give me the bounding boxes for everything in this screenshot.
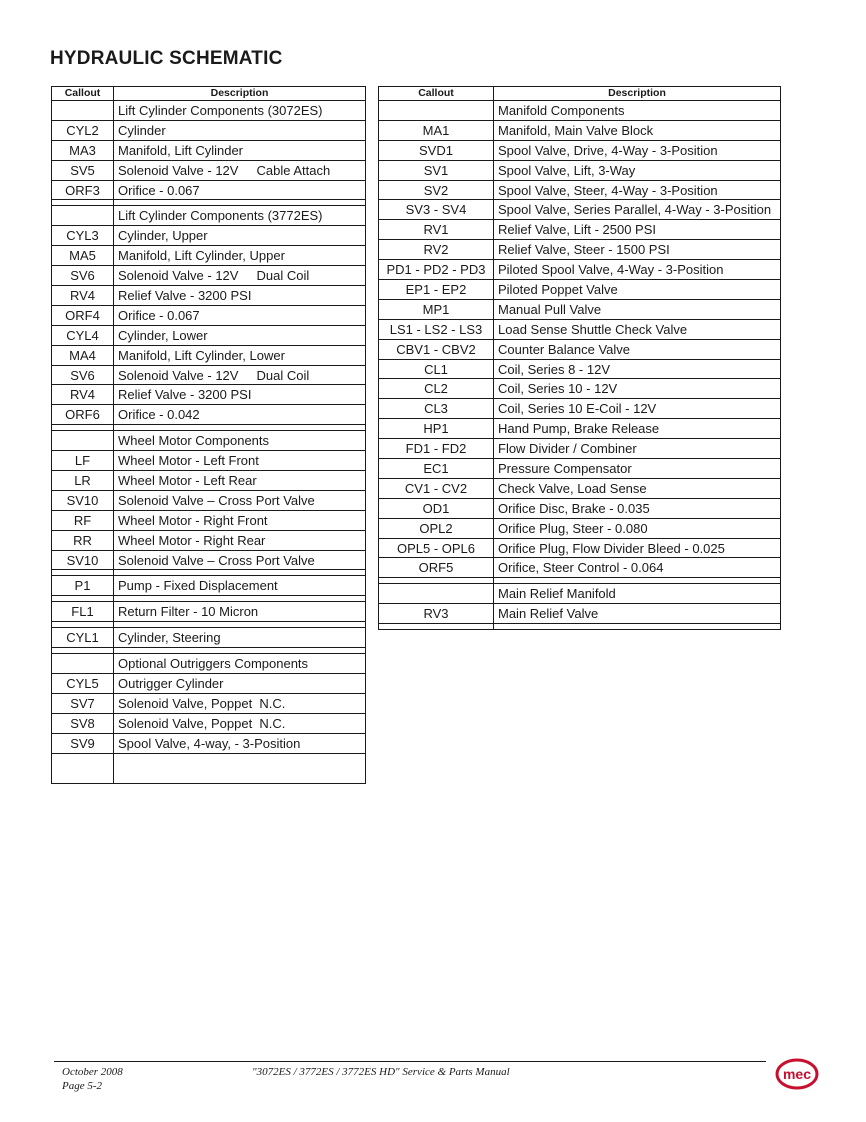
description-cell: Spool Valve, Series Parallel, 4-Way - 3-Position: [498, 202, 772, 218]
description-cell: Orifice, Steer Control - 0.064: [498, 560, 664, 576]
table-row: [52, 141, 365, 161]
right-callout-table: [378, 86, 781, 630]
description-cell: Main Relief Manifold: [498, 586, 616, 602]
description-cell: Spool Valve, Lift, 3-Way: [498, 162, 636, 178]
callout-cell: CL1: [424, 361, 448, 377]
footer-divider: [54, 1061, 766, 1062]
callout-cell: MA5: [69, 248, 96, 264]
table-row: [52, 602, 365, 622]
description-cell: Pump - Fixed Displacement: [118, 578, 278, 594]
left-callout-table: [51, 86, 366, 784]
description-cell: Relief Valve, Steer - 1500 PSI: [498, 242, 670, 258]
callout-cell: ORF4: [65, 307, 100, 323]
mec-logo: [775, 1058, 819, 1090]
table-row: [379, 280, 780, 300]
callout-cell: ORF6: [65, 407, 100, 423]
header-callout: Callout: [64, 87, 101, 99]
table-row: [52, 266, 365, 286]
table-row: [52, 734, 365, 754]
footer-date: October 2008: [62, 1066, 123, 1078]
description-cell: Solenoid Valve, Poppet N.C.: [118, 715, 286, 731]
table-row: [379, 260, 780, 280]
table-row: [52, 714, 365, 734]
description-cell: Wheel Motor - Right Front: [118, 512, 268, 528]
callout-cell: RV4: [69, 387, 96, 403]
callout-cell: OD1: [422, 500, 450, 516]
description-cell: Solenoid Valve - 12V Dual Coil: [118, 268, 310, 284]
callout-cell: CYL2: [66, 122, 99, 138]
callout-cell: FD1 - FD2: [405, 441, 467, 457]
table-header: [52, 87, 365, 101]
description-cell: Coil, Series 10 E-Coil - 12V: [498, 401, 657, 417]
table-row: [52, 405, 365, 425]
table-row: [379, 121, 780, 141]
table-row: [379, 399, 780, 419]
callout-cell: CYL5: [66, 676, 99, 692]
table-row: [379, 340, 780, 360]
description-cell: Orifice Disc, Brake - 0.035: [498, 500, 650, 516]
callout-cell: CL2: [424, 381, 448, 397]
description-cell: Manifold, Lift Cylinder: [118, 142, 243, 158]
callout-cell: SV6: [70, 268, 95, 284]
callout-cell: SV1: [423, 162, 449, 178]
header-description: Description: [608, 87, 666, 99]
callout-cell: SV8: [70, 715, 95, 731]
footer-page-number: Page 5-2: [62, 1080, 103, 1092]
description-cell: Lift Cylinder Components (3072ES): [118, 103, 323, 118]
table-row: [379, 439, 780, 459]
description-cell: Cylinder: [118, 122, 166, 138]
page-title: HYDRAULIC SCHEMATIC: [50, 48, 283, 69]
header-callout: Callout: [418, 87, 454, 99]
description-cell: Orifice - 0.042: [118, 407, 200, 423]
description-cell: Manifold, Lift Cylinder, Lower: [118, 347, 285, 363]
table-row: [379, 419, 780, 439]
callout-cell: RV1: [423, 222, 449, 238]
description-cell: Spool Valve, Steer, 4-Way - 3-Position: [498, 182, 718, 198]
description-cell: Counter Balance Valve: [498, 341, 631, 357]
description-cell: Wheel Motor - Left Rear: [118, 473, 257, 489]
callout-cell: RF: [73, 512, 92, 528]
callout-cell: EC1: [423, 461, 449, 477]
callout-cell: SV10: [66, 552, 99, 568]
description-cell: Main Relief Valve: [498, 606, 599, 622]
table-row: [379, 499, 780, 519]
table-row: [379, 379, 780, 399]
description-cell: Wheel Motor - Left Front: [118, 453, 259, 469]
header-description: Description: [210, 87, 269, 99]
table-row: [52, 101, 365, 121]
callout-cell: CYL1: [66, 630, 99, 646]
description-cell: Manifold, Lift Cylinder, Upper: [118, 248, 285, 264]
callout-cell: CV1 - CV2: [404, 480, 468, 496]
table-row: [52, 286, 365, 306]
description-cell: Wheel Motor Components: [118, 433, 270, 449]
description-cell: Solenoid Valve - 12V Cable Attach: [118, 162, 331, 178]
description-cell: Solenoid Valve – Cross Port Valve: [118, 552, 315, 568]
callout-cell: MA1: [422, 122, 450, 138]
table-row: [52, 576, 365, 596]
table-filler: [52, 754, 365, 783]
callout-cell: RV3: [423, 606, 449, 622]
logo-text: mec: [782, 1066, 812, 1082]
description-cell: Relief Valve - 3200 PSI: [118, 288, 252, 304]
callout-cell: FL1: [71, 604, 94, 620]
table-row: [52, 246, 365, 266]
callout-cell: MA4: [69, 347, 96, 363]
description-cell: Coil, Series 10 - 12V: [498, 381, 618, 397]
table-row: [379, 604, 780, 624]
table-row: [52, 226, 365, 246]
callout-cell: OPL5 - OPL6: [396, 540, 476, 556]
table-row: [52, 511, 365, 531]
table-filler: [379, 624, 780, 629]
table-row: [52, 471, 365, 491]
callout-cell: SV7: [70, 695, 95, 711]
callout-cell: CYL4: [66, 327, 99, 343]
table-row: [52, 628, 365, 648]
table-row: [52, 181, 365, 201]
table-row: [379, 558, 780, 578]
callout-cell: SV10: [66, 492, 99, 508]
callout-cell: CBV1 - CBV2: [396, 341, 476, 357]
table-row: [379, 360, 780, 380]
callout-cell: P1: [74, 578, 91, 594]
callout-cell: CYL3: [66, 228, 99, 244]
description-cell: Orifice Plug, Flow Divider Bleed - 0.025: [498, 540, 725, 556]
description-cell: Solenoid Valve – Cross Port Valve: [118, 492, 315, 508]
table-row: [379, 479, 780, 499]
callout-cell: LF: [74, 453, 91, 469]
table-row: [379, 101, 780, 121]
table-row: [52, 654, 365, 674]
table-row: [52, 346, 365, 366]
table-row: [379, 240, 780, 260]
description-cell: Cylinder, Upper: [118, 228, 208, 244]
description-cell: Hand Pump, Brake Release: [498, 421, 660, 437]
description-cell: Return Filter - 10 Micron: [118, 604, 259, 620]
callout-cell: OPL2: [419, 520, 453, 536]
footer-manual-title: "3072ES / 3772ES / 3772ES HD" Service & Parts Manual: [252, 1066, 510, 1078]
description-cell: Wheel Motor - Right Rear: [118, 532, 266, 548]
callout-cell: CL3: [424, 401, 448, 417]
table-row: [379, 161, 780, 181]
table-row: [379, 200, 780, 220]
table-row: [379, 300, 780, 320]
callout-cell: LR: [74, 473, 91, 489]
callout-cell: LS1 - LS2 - LS3: [389, 321, 483, 337]
table-row: [379, 584, 780, 604]
description-cell: Manifold, Main Valve Block: [498, 122, 654, 138]
table-row: [52, 366, 365, 386]
description-cell: Orifice - 0.067: [118, 182, 200, 198]
callout-cell: SV3 - SV4: [405, 202, 467, 218]
description-cell: Orifice - 0.067: [118, 307, 200, 323]
description-cell: Cylinder, Lower: [118, 327, 208, 343]
table-row: [379, 519, 780, 539]
description-cell: Piloted Poppet Valve: [498, 282, 618, 298]
table-row: [52, 491, 365, 511]
description-cell: Relief Valve - 3200 PSI: [118, 387, 252, 403]
callout-cell: HP1: [423, 421, 449, 437]
table-header: [379, 87, 780, 101]
description-cell: Solenoid Valve, Poppet N.C.: [118, 695, 286, 711]
callout-cell: SVD1: [419, 142, 453, 158]
description-cell: Coil, Series 8 - 12V: [498, 361, 610, 377]
description-cell: Spool Valve, 4-way, - 3-Position: [118, 735, 301, 751]
callout-cell: EP1 - EP2: [405, 282, 467, 298]
callout-cell: MA3: [69, 142, 96, 158]
description-cell: Check Valve, Load Sense: [498, 480, 647, 496]
table-row: [52, 306, 365, 326]
callout-cell: ORF3: [65, 182, 100, 198]
description-cell: Orifice Plug, Steer - 0.080: [498, 520, 648, 536]
description-cell: Lift Cylinder Components (3772ES): [118, 208, 323, 224]
description-cell: Relief Valve, Lift - 2500 PSI: [498, 222, 657, 238]
table-row: [52, 531, 365, 551]
description-cell: Flow Divider / Combiner: [498, 441, 637, 457]
table-row: [52, 551, 365, 571]
description-cell: Outrigger Cylinder: [118, 676, 224, 692]
description-cell: Piloted Spool Valve, 4-Way - 3-Position: [498, 262, 724, 278]
table-row: [52, 431, 365, 451]
description-cell: Manual Pull Valve: [498, 301, 602, 317]
table-row: [379, 459, 780, 479]
description-cell: Load Sense Shuttle Check Valve: [498, 321, 688, 337]
table-row: [52, 206, 365, 226]
callout-cell: PD1 - PD2 - PD3: [386, 262, 486, 278]
callout-cell: MP1: [422, 301, 450, 317]
callout-cell: SV6: [70, 367, 95, 383]
description-cell: Optional Outriggers Components: [118, 656, 309, 672]
callout-cell: SV5: [70, 162, 95, 178]
callout-cell: ORF5: [418, 560, 454, 576]
description-cell: Cylinder, Steering: [118, 630, 221, 646]
table-row: [379, 141, 780, 161]
table-row: [379, 539, 780, 559]
table-row: [379, 181, 780, 201]
table-row: [52, 161, 365, 181]
description-cell: Solenoid Valve - 12V Dual Coil: [118, 367, 310, 383]
description-cell: Pressure Compensator: [498, 461, 632, 477]
table-row: [52, 326, 365, 346]
description-cell: Spool Valve, Drive, 4-Way - 3-Position: [498, 142, 718, 158]
description-cell: Manifold Components: [498, 103, 625, 118]
table-row: [379, 220, 780, 240]
callout-cell: SV9: [70, 735, 95, 751]
callout-cell: RV4: [69, 288, 96, 304]
callout-cell: RV2: [423, 242, 449, 258]
callout-cell: SV2: [423, 182, 449, 198]
table-row: [52, 385, 365, 405]
table-row: [52, 451, 365, 471]
table-row: [52, 121, 365, 141]
callout-cell: RR: [73, 532, 92, 548]
table-row: [52, 674, 365, 694]
table-row: [379, 320, 780, 340]
table-row: [52, 694, 365, 714]
